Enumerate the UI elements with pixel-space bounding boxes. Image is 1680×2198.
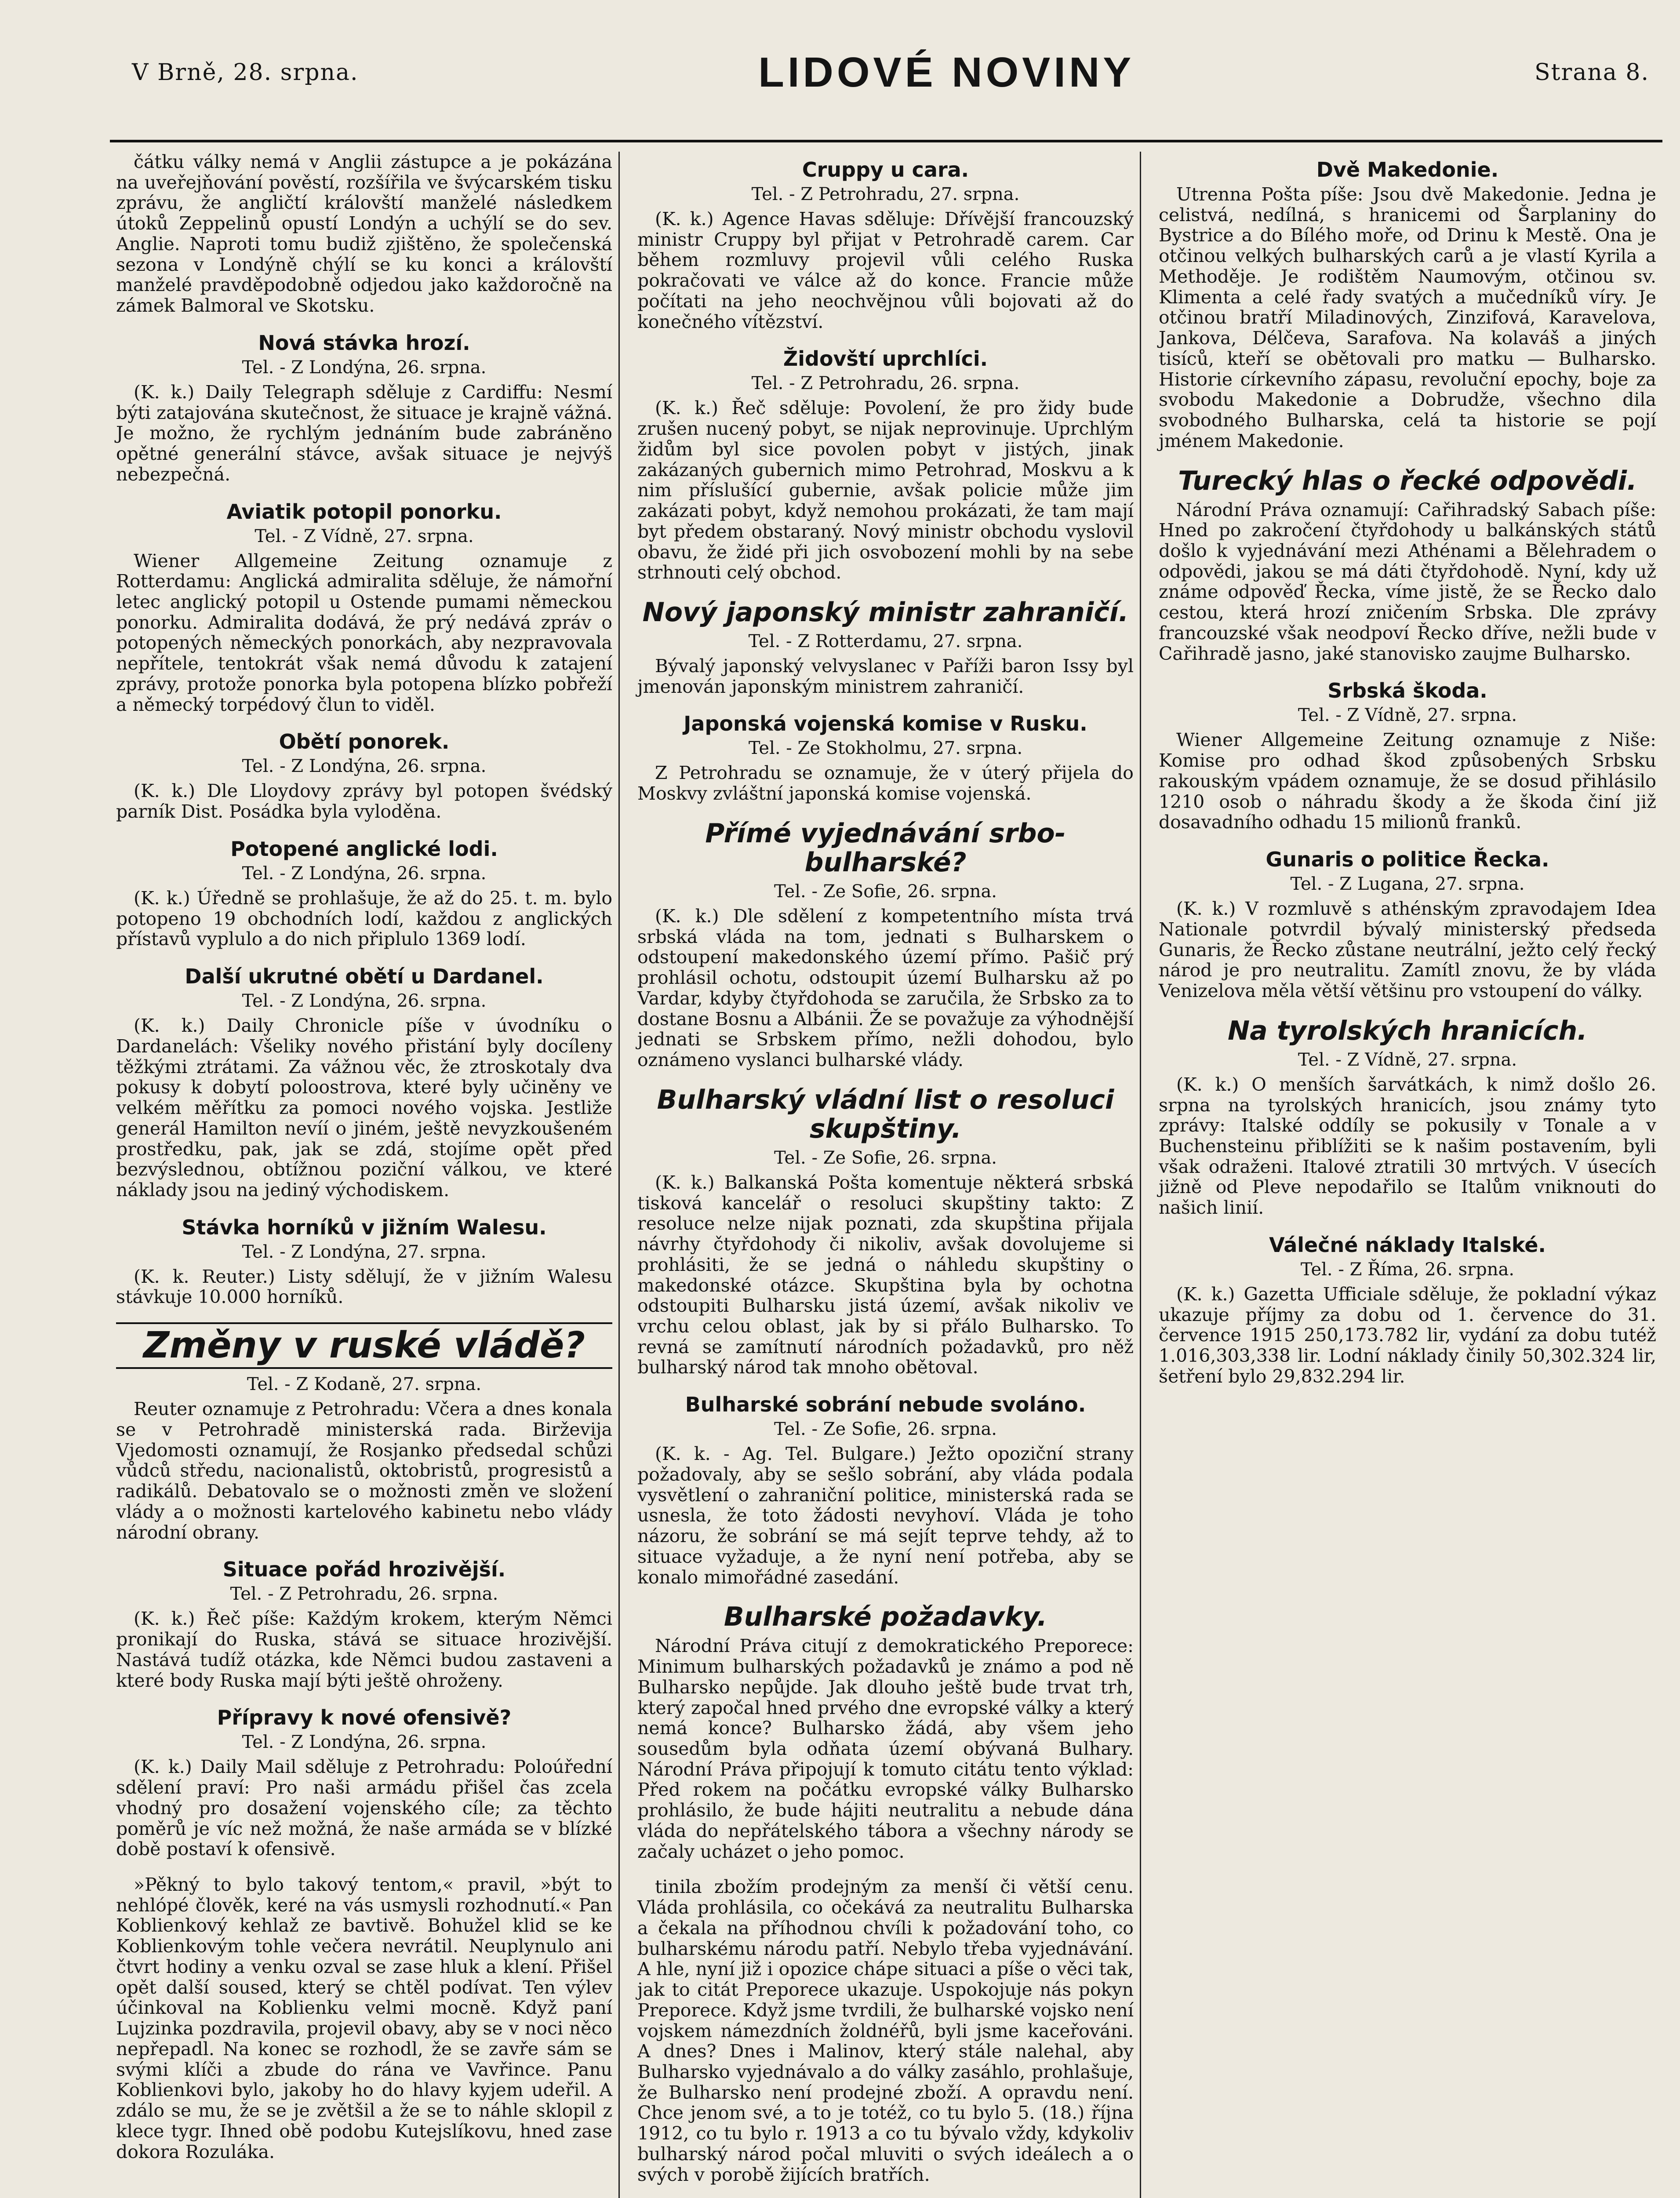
article xyxy=(637,598,1134,697)
article-body: čátku války nemá v Anglii zástupce a je pokázána na uveřejňování pověstí, rozšířila ve švýcarském tisku zprávu, že angličtí královští manželé následkem útoků Zeppelinů opustí Londýn a uchýlí se do sev. Anglie. Naproti tomu budiž zjištěno, že společenská sezona v Londýně chýlí se ku konci a královští manželé pravděpodobně odjedou jako každoročně na zámek Balmoral ve Skotsku. xyxy=(116,152,612,317)
article-title: Aviatik potopil ponorku. xyxy=(226,499,502,524)
article-body: (K. k.) Dle Lloydovy zprávy byl potopen švédský parník Dist. Posádka byla vyloděna. xyxy=(116,780,612,822)
dateline: Tel. - Ze Stokholmu, 27. srpna. xyxy=(748,738,1023,759)
article-body: (K. k.) Daily Mail sděluje z Petrohradu: Poloúřední sdělení praví: Pro naši armádu přišel čas zcela vhodný pro dosažení vojenského cíle; za těchto poměrů je víc než možná, že naše armáda se v blízké době postaví k ofensivě. xyxy=(116,1756,612,1860)
article-body: (K. k.) Agence Havas sděluje: Dřívější francouzský ministr Cruppy byl přijat v Petrohradě carem. Car během rozmluvy projevil vůli celého Ruska pokračovati ve válce až do konce. Francie může počítati na jeho neochvějnou vůli bojovati až do konečného vítězství. xyxy=(637,208,1134,332)
article-body: (K. k.) Daily Telegraph sděluje z Cardiffu: Nesmí býti zatajována skutečnost, že situace je krajně vážná. Je možno, že rychlým jednáním bude zabráněno opětné generální stávce, avšak situace je nejvýš nebezpečná. xyxy=(116,381,612,485)
article xyxy=(116,1558,612,1691)
article xyxy=(637,1602,1134,1862)
place-date: V Brně, 28. srpna. xyxy=(132,59,359,86)
article xyxy=(116,730,612,822)
article xyxy=(1159,158,1656,451)
article xyxy=(637,1393,1134,1587)
article-body: (K. k.) Dle sdělení z kompetentního místa trvá srbská vláda na tom, jednati s Bulharskem o odstoupení makedonského území přímo. Pašič prý prohlásil ochotu, odstoupit území Bulharsku až po Vardar, kdyby čtyřdohoda se zaručila, že Srbsko za to dostane Bosnu a Albánii. Že se považuje za výhodnější jednati se Srbskem přímo, nežli dohodou, bylo oznámeno vyslanci bulharské vlády. xyxy=(637,905,1134,1071)
article-body: Národní Práva citují z demokratického Preporece: Minimum bulharských požadavků je známo a pod ně Bulharsko nepůjde. Jak dlouho ještě bude trvat trh, který započal hned prvého dne evropské války a který nemá konce? Bulharsko žádá, aby všem jeho sousedům byla odňata území obývaná Bulhary. Národní Práva připojují k tomuto citátu tento výklad: Před rokem na počátku evropské války Bulharsko prohlásilo, že bude hájiti neutralitu a nebude dána vláda do nepřátelského tábora a všechny národy se začaly ucházet o jeho pomoc. xyxy=(637,1635,1134,1862)
article xyxy=(1159,1016,1656,1218)
article-title: Cruppy u cara. xyxy=(802,158,969,182)
article-body: Utrenna Pošta píše: Jsou dvě Makedonie. Jedna je celistvá, nedílná, s hranicemi od Šarplaniny do Bystrice a do Bílého moře, od Drinu k Mestě. Ona je otčinou velkých bulharských carů a je vlastí Kyrila a Methoděje. Je rodištěm Naumovým, otčinou sv. Klimenta a celé řady svatých a mučedníků víry. Je otčinou bratří Miladinových, Zinzifová, Karavelova, Jankova, Délčeva, Sarafova. Na kolaváš a jiných tisíců, kteří se obětovali pro matku — Bulharsko. Historie církevního zápasu, revoluční epochy, boje za svobodu Makedonie a Dobrudže, všechno dila svobodného Bulharska, celá ta historie se pojí jménem Makedonie. xyxy=(1159,184,1656,451)
dateline: Tel. - Z Petrohradu, 27. srpna. xyxy=(751,184,1020,204)
article-headline: Turecký hlas o řecké odpovědi. xyxy=(1178,465,1637,496)
article xyxy=(637,712,1134,804)
article-body: (K. k.) Řeč píše: Každým krokem, kterým Němci pronikají do Ruska, stává se situace hrozivější. Nastává tudíž otázka, kde Němci budou zastaveni a které body Ruska mají býti ještě ohroženy. xyxy=(116,1608,612,1691)
article-body: (K. k.) Daily Chronicle píše v úvodníku o Dardanelách: Všeliky nového přistání byly docíleny těžkými ztrátami. Za vážnou věc, že ztroskotaly dva pokusy k dobytí poloostrova, které byly učiněny ve velkém měřítku za pomoci nového vojska. Jestliže generál Hamilton nevíí o jiném, ještě nevyzkoušeném prostředku, pak, jak se zdá, stojíme opět před bezvýslednou, obtížnou poziční válkou, ve které náklady jsou na jediný východiskem. xyxy=(116,1015,612,1201)
dateline: Tel. - Ze Sofie, 26. srpna. xyxy=(774,1147,997,1168)
article-headline: Změny v ruské vládě? xyxy=(116,1322,612,1369)
article-body: (K. k.) Řeč sděluje: Povolení, že pro židy bude zrušen nucený pobyt, se nijak neprovinuje. Uprchlým židům byl sice povolen pobyt v jistých, jinak zakázaných gubernich mimo Petrohrad, Moskvu a k nim příslušící gubernie, avšak policie může jim zakázati pobyt, když nemohou prokázati, že tam mají byt předem obstaraný. Nový ministr obchodu vyslovil obavu, že židé při jich osvobození mohli by na sebe strhnouti celý obchod. xyxy=(637,397,1134,583)
article-title: Potopené anglické lodi. xyxy=(230,837,498,861)
article-body: »Pěkný to bylo takový tentom,« pravil, »být to nehlópé člověk, keré na vás usmysli rozhodnutí.« Pan Koblienkový kehlaž ze bavtivě. Bohužel klid se ke Koblienkovým tohle večera nevrátil. Neuplynulo ani čtvrt hodiny a venku ozval se zase hluk a klení. Přišel opět další soused, který se chtěl podívat. Ten výlev účinkoval na Koblienku velmi mocně. Když paní Lujzinka pozdravila, projevil obavy, aby se v noci něco nepřepadl. Na konec se rozhodl, že se zavře sám se svými klíči a zbude do rána ve Vavřince. Panu Koblienkovi bylo, jakoby ho do hlavy kyjem udeřil. A zdálo se mu, že se je zvětšil a že se to náhle sklopil z klece tygr. Ihned obě podobu Kutejslíkovu, hned zase dokora Rozuláka. xyxy=(116,1874,612,2162)
article-body: Wiener Allgemeine Zeitung oznamuje z Rotterdamu: Anglická admiralita sděluje, že námořní letec anglický potopil u Ostende pumami německou ponorku. Admiralita dodává, že prý nedává zpráv o potopených německých ponorkách, aby nezpravovala nepřítele, tentokrát však nemá důvodu k zatajení zprávy, protože ponorka byla potopena blízko pobřeží a německý torpédový člun to viděl. xyxy=(116,550,612,715)
article-title: Stávka horníků v jižním Walesu. xyxy=(182,1215,547,1239)
article-title: Situace pořád hrozivější. xyxy=(222,1558,506,1582)
dateline: Tel. - Z Říma, 26. srpna. xyxy=(1300,1259,1515,1280)
article-body: (K. k.) V rozmluvě s athénským zpravodajem Idea Nationale potvrdil bývalý ministerský předseda Gunaris, že Řecko zůstane neutrální, ježto celý řecký národ je pro neutralitu. Zamítl znovu, že by vláda Venizelova měla větší většinu pro vstoupení do války. xyxy=(1159,898,1656,1002)
article xyxy=(637,347,1134,583)
article-title: Další ukrutné obětí u Dardanel. xyxy=(185,964,544,989)
header-rule xyxy=(110,140,1662,142)
dateline: Tel. - Z Kodaně, 27. srpna. xyxy=(247,1374,482,1395)
article-body: Národní Práva oznamují: Cařihradský Sabach píše: Hned po zakročení čtyřdohody u balkánských států došlo k vyjednávání mezi Athénami a Bělehradem o odpovědi, jakou se má dáti čtyřdohodě. Nyní, kdy už známe odpověď Řecka, víme jistě, že se Řecko dalo cestou, která hrozí zničením Srbska. Dle zprávy francouzské však neodpoví Řecko dříve, nežli bude v Cařihradě jasno, jaké stanovisko zaujme Bulharsko. xyxy=(1159,499,1656,664)
article xyxy=(116,500,612,715)
dateline: Tel. - Z Londýna, 27. srpna. xyxy=(242,1241,487,1262)
article-body: (K. k. - Ag. Tel. Bulgare.) Ježto opoziční strany požadovaly, aby se sešlo sobrání, aby vláda podala vysvětlení o zahraniční politice, ministerská rada se usnesla, že toto žádosti nevyhoví. Vláda je toho názoru, že sobrání se má sejít teprve tehdy, až to situace vyžaduje, a že nyní není potřeba, aby se konalo mimořádné zasedání. xyxy=(637,1443,1134,1588)
article-body: (K. k.) Úředně se prohlašuje, že až do 25. t. m. bylo potopeno 19 obchodních lodí, každou z anglických přístavů vyplulo a do nich připlulo 1369 lodí. xyxy=(116,887,612,950)
article xyxy=(116,1706,612,1860)
article xyxy=(637,819,1134,1070)
page-header xyxy=(0,0,1680,145)
article xyxy=(637,158,1134,332)
dateline: Tel. - Z Petrohradu, 26. srpna. xyxy=(230,1584,498,1605)
masthead: LIDOVÉ NOVINY xyxy=(758,49,1135,96)
article xyxy=(1159,466,1656,664)
dateline: Tel. - Z Rotterdamu, 27. srpna. xyxy=(748,631,1023,652)
article xyxy=(116,152,612,316)
article xyxy=(637,1877,1134,2185)
article-headline: Bulharský vládní list o resoluci skupštiny. xyxy=(657,1084,1114,1144)
article-body: Z Petrohradu se oznamuje, že v úterý přijela do Moskvy zvláštní japonská komise vojenská. xyxy=(637,762,1134,804)
article xyxy=(116,1874,612,2162)
article-body: Bývalý japonský velvyslanec v Paříži baron Issy byl jmenován japonským ministrem zahraničí. xyxy=(637,655,1134,697)
article-body: (K. k.) Gazetta Ufficiale sděluje, že pokladní výkaz ukazuje příjmy za dobu od 1. července do 31. července 1915 250,173.782 lir, vydání za dobu tutéž 1.016,303,338 lir. Lodní náklady činily 50,302.324 lir, šetření bylo 29,832.294 lir. xyxy=(1159,1283,1656,1387)
dateline: Tel. - Ze Sofie, 26. srpna. xyxy=(774,1419,997,1440)
column-2 xyxy=(631,152,1141,2198)
article xyxy=(116,331,612,485)
article-body: (K. k. Reuter.) Listy sdělují, že v jižním Walesu stávkuje 10.000 horníků. xyxy=(116,1266,612,1308)
article-body: Reuter oznamuje z Petrohradu: Včera a dnes konala se v Petrohradě ministerská rada. Birževija Vjedomosti oznamují, že Rosjanko předsedal schůzi vůdců středu, nacionalistů, oktobristů, progresistů a radikálů. Debatovalo se o možnosti změn ve složení vlády a o možnosti kartelového kabinetu nebo vlády národní obrany. xyxy=(116,1398,612,1543)
dateline: Tel. - Z Vídně, 27. srpna. xyxy=(1298,705,1517,726)
article-title: Japonská vojenská komise v Rusku. xyxy=(684,712,1087,736)
column-3 xyxy=(1153,152,1662,2198)
article-body: (K. k.) Balkanská Pošta komentuje některá srbská tisková kancelář o resoluci skupštiny takto: Z resoluce nelze nijak poznati, zda skupština přijala návrhy čtyřdohody či nikoliv, avšak dovolujeme si prohlásiti, že se jedná o náhledu skupštiny o makedonské otázce. Skupština byla by ochotna odstoupiti Bulharsku jistá území, avšak nikoliv ve vrchu celou oblast, jak by si přálo Bulharsko. To revná se zamítnutí národních požadavků, pro něž bulharský národ tak mnoho obětoval. xyxy=(637,1172,1134,1378)
article-title: Dvě Makedonie. xyxy=(1316,158,1499,182)
page-number: Strana 8. xyxy=(1534,59,1649,86)
article-headline: Nový japonský ministr zahraničí. xyxy=(642,597,1129,628)
article-headline: Na tyrolských hranicích. xyxy=(1228,1015,1587,1046)
dateline: Tel. - Z Lugana, 27. srpna. xyxy=(1290,874,1525,895)
dateline: Tel. - Z Petrohradu, 26. srpna. xyxy=(751,373,1020,394)
dateline: Tel. - Z Londýna, 26. srpna. xyxy=(242,756,487,777)
article-title: Přípravy k nové ofensivě? xyxy=(217,1706,512,1730)
article-body: (K. k.) O menších šarvátkách, k nimž došlo 26. srpna na tyrolských hranicích, jsou známy tyto zprávy: Italské oddíly se pokusily v Tonale a v Buchensteinu přiblížiti se k našim postavením, byli však odraženi. Italové ztratili 30 mrtvých. V úsecích jižně od Pleve nepodařilo se Italům vniknouti do našich linií. xyxy=(1159,1074,1656,1219)
article-body: Wiener Allgemeine Zeitung oznamuje z Niše: Komise pro odhad škod způsobených Srbsku rakouským vpádem oznamuje, že se dosud přihlásilo 1210 osob o náhradu škody a že škoda činí již dosavadního odhadu 15 milionů franků. xyxy=(1159,729,1656,833)
article-title: Obětí ponorek. xyxy=(279,730,450,754)
article xyxy=(1159,1233,1656,1387)
dateline: Tel. - Z Vídně, 27. srpna. xyxy=(255,526,474,546)
article-headline: Přímé vyjednávání srbo-bulharské? xyxy=(705,818,1066,878)
article-title: Gunaris o politice Řecka. xyxy=(1265,848,1549,872)
article-title: Bulharské sobrání nebude svoláno. xyxy=(685,1393,1086,1417)
columns xyxy=(110,152,1662,2198)
dateline: Tel. - Z Londýna, 26. srpna. xyxy=(242,1732,487,1753)
article xyxy=(116,1215,612,1307)
dateline: Tel. - Z Londýna, 26. srpna. xyxy=(242,991,487,1012)
dateline: Tel. - Ze Sofie, 26. srpna. xyxy=(774,881,997,902)
article-title: Válečné náklady Italské. xyxy=(1269,1233,1546,1257)
article xyxy=(116,837,612,950)
article xyxy=(116,1322,612,1543)
article xyxy=(1159,848,1656,1001)
article-headline: Bulharské požadavky. xyxy=(724,1601,1047,1633)
article-title: Židovští uprchlíci. xyxy=(783,347,988,371)
dateline: Tel. - Z Vídně, 27. srpna. xyxy=(1298,1049,1517,1070)
column-1 xyxy=(110,152,620,2198)
dateline: Tel. - Z Londýna, 26. srpna. xyxy=(242,357,487,378)
article-title: Srbská škoda. xyxy=(1327,679,1487,703)
dateline: Tel. - Z Londýna, 26. srpna. xyxy=(242,863,487,884)
article-title: Nová stávka hrozí. xyxy=(258,331,470,355)
article xyxy=(116,964,612,1201)
article xyxy=(637,1085,1134,1378)
article xyxy=(1159,679,1656,833)
article-body: tinila zbožím prodejným za menší či větší cenu. Vláda prohlásila, co očekává za neutralitu Bulharska a čekala na příhodnou chvíli k požadování toho, co bulharskému národu patří. Nebylo třeba vyjednávání. A hle, nyní již i opozice chápe situaci a píše o věci tak, jak to citát Preporece ukazuje. Uspokojuje nás pokyn Preporece. Když jsme tvrdili, že bulharské vojsko není vojskem námezdních žoldnéřů, byli jsme kaceřováni. A dnes? Dnes i Malinov, který stále nalehal, aby Bulharsko vyjednávalo a do války zasáhlo, prohlašuje, že Bulharsko není prodejné zboží. A opravdu není. Chce jenom své, a to je totéž, co tu bylo 5. (18.) října 1912, co tu bylo r. 1913 a co tu bývalo vždy, kdykoliv bulharský národ počal mluviti o svých ideálech a o svých v porobě žijících bratřích. xyxy=(637,1876,1134,2185)
